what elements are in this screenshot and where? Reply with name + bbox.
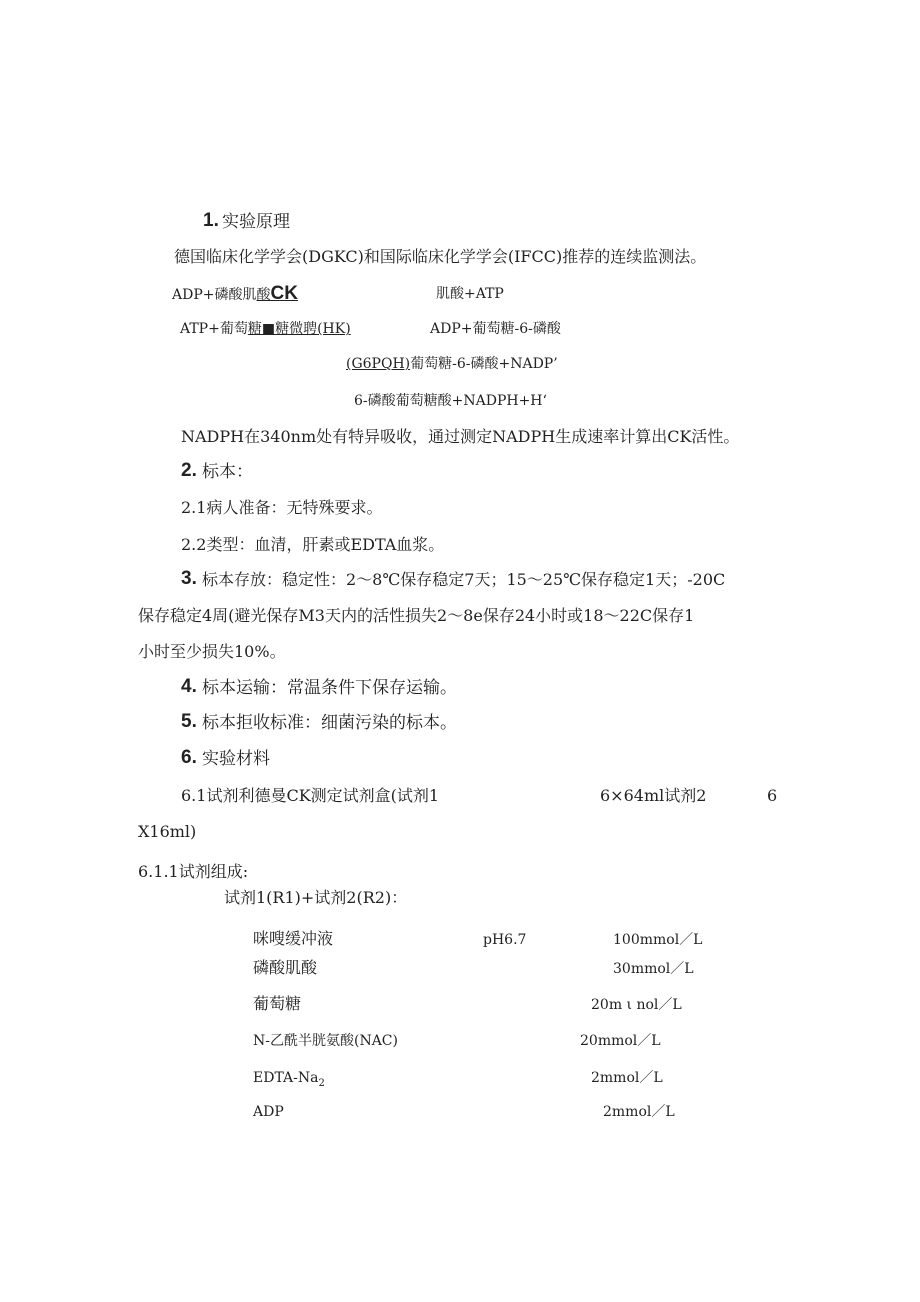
reagent-composition-heading: 6.1.1试剂组成: (138, 862, 249, 881)
reaction-2-right: ADP+葡萄糖-6-磷酸 (430, 321, 561, 337)
section-4-number: 4. (181, 676, 197, 697)
reagent-concentration: 30mmol／L (613, 961, 694, 977)
reagent-name-subscript: 2 (318, 1077, 325, 1089)
storage-line-3: 小时至少损失10%。 (138, 642, 286, 661)
reagent-name (253, 1068, 325, 1094)
reagent-name: ADP (253, 1104, 284, 1120)
reagent-kit-r1-volume: 6×64ml试剂2 (600, 786, 707, 805)
reaction-3-enzyme: (G6PQH) (346, 356, 411, 372)
reagent-ph: pH6.7 (483, 932, 527, 948)
reagent-concentration: 100mmol／L (613, 932, 703, 948)
section-2-number: 2. (181, 460, 197, 481)
section-5-number: 5. (181, 711, 197, 732)
reaction-3 (346, 354, 558, 374)
reagent-name: 磷酸肌酸 (253, 958, 318, 977)
rejection-criteria-text: 标本拒收标准：细菌污染的标本。 (202, 713, 457, 733)
reagent-concentration: 2mmol／L (603, 1104, 675, 1120)
reaction-1-acid: 酸 (256, 287, 271, 303)
reaction-1-right: 肌酸+ATP (436, 286, 504, 302)
transport-text: 标本运输：常温条件下保存运输。 (202, 678, 457, 698)
nadph-description: NADPH在340nm处有特异吸收，通过测定NADPH生成速率计算出CK活性。 (181, 427, 740, 446)
storage-line-2: 保存稳定4周(避光保存M3天内的活性损失2～8e保存24小时或18～22C保存1 (138, 606, 695, 625)
storage-line-1: 标本存放：稳定性：2～8℃保存稳定7天；15～25℃保存稳定1天；-20C (202, 570, 726, 589)
section-1-title: 实验原理 (222, 212, 290, 232)
section-2-title: 标本： (202, 462, 253, 482)
reagent-kit-r2-volume: X16ml) (138, 822, 197, 841)
patient-preparation: 2.1病人准备：无特殊要求。 (181, 498, 383, 517)
intro-text: 德国临床化学学会(DGKC)和国际临床化学学会(IFCC)推荐的连续监测法。 (174, 247, 707, 266)
reagent-name: N-乙酰半胱氨酸(NAC) (253, 1033, 398, 1049)
reaction-2-left: ATP+葡萄 (180, 321, 248, 337)
reagent-name-base: EDTA-Na (253, 1070, 319, 1086)
section-6-number: 6. (181, 747, 197, 768)
section-3-number: 3. (181, 568, 197, 589)
reagent-concentration: 20m ι nol／L (591, 997, 682, 1013)
reagent-kit-r2-count: 6 (767, 786, 778, 805)
reaction-2 (180, 319, 351, 339)
section-1-number: 1. (203, 210, 219, 231)
reaction-2-enzyme: 糖■糖微聘(HK) (247, 321, 351, 337)
reagent-name: 葡萄糖 (253, 994, 302, 1013)
reaction-1 (172, 284, 298, 305)
reagent-concentration: 20mmol／L (580, 1033, 661, 1049)
reaction-3-rest: 葡萄糖-6-磷酸+NADP’ (410, 356, 558, 372)
reaction-1-enzyme: CK (270, 283, 298, 304)
reagent-composition-title: 试剂1(R1)+试剂2(R2)： (224, 888, 408, 907)
sample-type: 2.2类型：血清，肝素或EDTA血浆。 (181, 535, 445, 554)
reaction-1-left: ADP+磷酸肌 (172, 287, 257, 303)
section-6-title: 实验材料 (202, 749, 270, 769)
reagent-name: 咪嗖缓冲液 (253, 929, 334, 948)
reagent-kit-text: 6.1试剂利德曼CK测定试剂盒(试剂1 (181, 786, 440, 805)
reaction-4: 6-磷酸葡萄糖酸+NADPH+H‘ (354, 393, 547, 409)
reagent-concentration: 2mmol／L (591, 1070, 663, 1086)
